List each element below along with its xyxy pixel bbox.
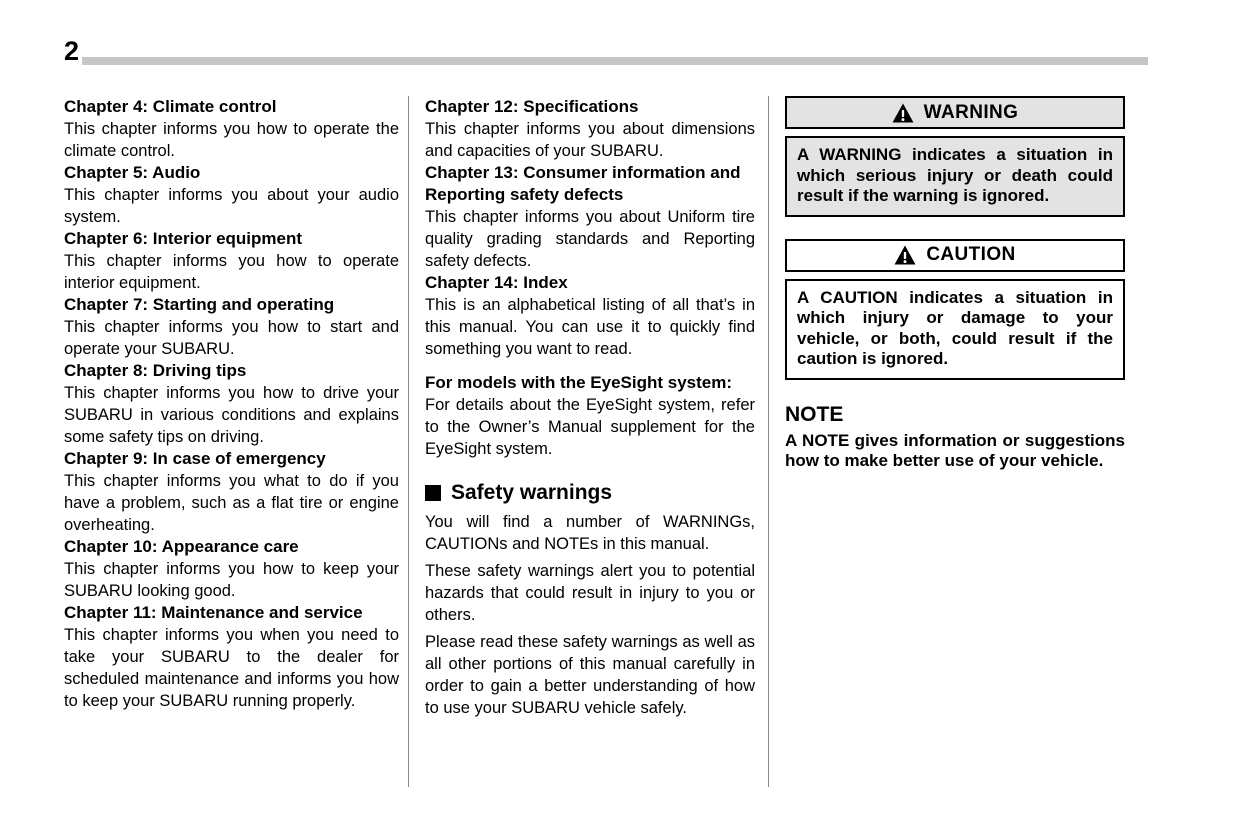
note-body: A NOTE gives information or suggestions how to make better use of your vehicle. — [785, 430, 1125, 470]
warning-body: A WARNING indicates a situation in which serious injury or death could result if the warning is ignored. — [785, 136, 1125, 217]
chapter-body: This chapter informs you about your audio system. — [64, 186, 399, 226]
safety-paragraph: You will find a number of WARNINGs, CAUTIONs and NOTEs in this manual. — [425, 513, 755, 553]
column-divider — [408, 96, 409, 787]
warning-label: WARNING — [923, 101, 1019, 123]
chapter-title: Chapter 14: Index — [425, 273, 568, 292]
caution-box — [785, 239, 1125, 380]
chapter-entry — [64, 360, 399, 448]
page-number: 2 — [64, 36, 80, 66]
chapter-entry — [425, 96, 755, 162]
chapter-entry — [64, 96, 399, 162]
chapter-body: This chapter informs you when you need to take your SUBARU to the dealer for scheduled maintenance and informs you how to keep your SUBARU running properly. — [64, 626, 399, 710]
chapter-title: Chapter 11: Maintenance and service — [64, 603, 363, 622]
chapter-title: Chapter 12: Specifications — [425, 97, 639, 116]
chapter-entry — [64, 448, 399, 536]
warning-header — [785, 96, 1125, 129]
chapter-body: This chapter informs you what to do if you have a problem, such as a flat tire or engine overheating. — [64, 472, 399, 534]
chapter-entry — [425, 162, 755, 272]
page-content — [64, 96, 1125, 787]
chapter-body: This chapter informs you about dimensions and capacities of your SUBARU. — [425, 120, 755, 160]
header-rule — [82, 57, 1148, 65]
black-square-icon — [425, 485, 441, 501]
chapter-entry — [64, 162, 399, 228]
chapter-entry — [425, 272, 755, 360]
chapter-title: Chapter 8: Driving tips — [64, 361, 247, 380]
chapter-entry — [64, 602, 399, 712]
chapter-body: This chapter informs you about Uniform tire quality grading standards and Reporting safety defects. — [425, 208, 755, 270]
column-divider — [768, 96, 769, 787]
eyesight-body: For details about the EyeSight system, refer to the Owner’s Manual supplement for the EyeSight system. — [425, 396, 755, 458]
warning-box — [785, 96, 1125, 217]
warning-triangle-icon — [894, 245, 916, 265]
chapter-title: Chapter 6: Interior equipment — [64, 229, 303, 248]
chapter-title: Chapter 13: Consumer information and Reporting safety defects — [425, 163, 741, 204]
column-left — [64, 96, 408, 787]
note-title: NOTE — [785, 402, 844, 426]
safety-paragraph: These safety warnings alert you to potential hazards that could result in injury to you or others. — [425, 562, 755, 624]
chapter-entry — [64, 536, 399, 602]
chapter-title: Chapter 4: Climate control — [64, 97, 277, 116]
chapter-title: Chapter 5: Audio — [64, 163, 201, 182]
safety-warnings-heading — [425, 480, 755, 506]
note-section — [785, 402, 1125, 472]
chapter-body: This chapter informs you how to operate interior equipment. — [64, 252, 399, 292]
column-middle — [425, 96, 768, 787]
column-right — [785, 96, 1125, 787]
caution-body: A CAUTION indicates a situation in which injury or damage to your vehicle, or both, could result if the caution is ignored. — [785, 279, 1125, 380]
eyesight-section — [425, 372, 755, 460]
chapter-body: This chapter informs you how to drive your SUBARU in various conditions and explains some safety tips on driving. — [64, 384, 399, 446]
chapter-body: This is an alphabetical listing of all that’s in this manual. You can use it to quickly find something you want to read. — [425, 296, 755, 358]
safety-paragraph: Please read these safety warnings as well as all other portions of this manual carefully in order to gain a better understanding of how to use your SUBARU vehicle safely. — [425, 633, 755, 717]
caution-label: CAUTION — [926, 244, 1016, 265]
chapter-title: Chapter 10: Appearance care — [64, 537, 299, 556]
chapter-body: This chapter informs you how to keep your SUBARU looking good. — [64, 560, 399, 600]
safety-warnings-section — [425, 480, 755, 719]
eyesight-title: For models with the EyeSight system: — [425, 373, 733, 392]
warning-triangle-icon — [892, 103, 914, 123]
safety-warnings-title: Safety warnings — [451, 481, 613, 504]
chapter-body: This chapter informs you how to start and operate your SUBARU. — [64, 318, 399, 358]
chapter-body: This chapter informs you how to operate the climate control. — [64, 120, 399, 160]
chapter-entry — [64, 294, 399, 360]
chapter-title: Chapter 7: Starting and operating — [64, 295, 335, 314]
chapter-entry — [64, 228, 399, 294]
caution-header — [785, 239, 1125, 272]
chapter-title: Chapter 9: In case of emergency — [64, 449, 326, 468]
